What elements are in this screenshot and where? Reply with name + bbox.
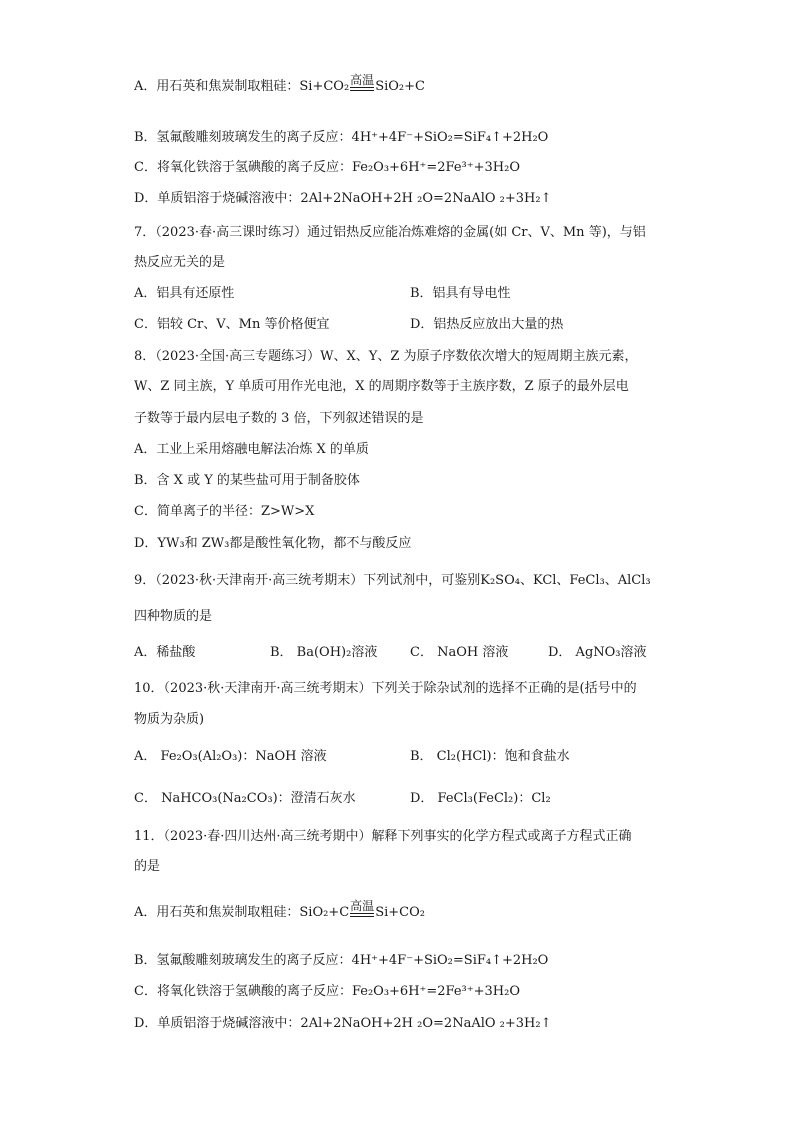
q8-stem-line1: 8．（2023·全国·高三专题练习）W、X、Y、Z 为原子序数依次增大的短周期主族元素， <box>134 349 638 364</box>
q11-option-a-lhs: SiO₂+C <box>299 905 350 920</box>
q6-option-a-prefix: A．用石英和焦炭制取粗硅： <box>134 79 300 94</box>
q6-option-b: B．氢氟酸雕刻玻璃发生的离子反应：4H⁺+4F⁻+SiO₂=SiF₄↑+2H₂O <box>134 130 549 145</box>
q10-option-d: D． FeCl₃(FeCl₂)：Cl₂ <box>410 791 551 806</box>
q7-stem-line1: 7．（2023·春·高三课时练习）通过铝热反应能冶炼难熔的金属(如 Cr、V、Mn 等)，与铝 <box>134 225 646 240</box>
q11-reaction-condition <box>350 900 374 922</box>
q6-option-a-rhs: SiO₂+C <box>375 79 425 94</box>
q10-stem-line1: 10．（2023·秋·天津南开·高三统考期末）下列关于除杂试剂的选择不正确的是(括号中的 <box>134 681 637 696</box>
q11-condition-label: 高温 <box>350 899 375 913</box>
q11-option-a-rhs: Si+CO₂ <box>375 905 425 920</box>
equals-sign <box>350 913 374 917</box>
q6-option-a-lhs: Si+CO₂ <box>299 79 350 94</box>
q11-option-a-prefix: A．用石英和焦炭制取粗硅： <box>134 905 300 920</box>
q10-option-c: C． NaHCO₃(Na₂CO₃)：澄清石灰水 <box>134 791 356 806</box>
q9-stem-line2: 四种物质的是 <box>134 609 213 624</box>
q11-option-a <box>134 900 425 922</box>
q8-stem-line3: 子数等于最内层电子数的 3 倍，下列叙述错误的是 <box>134 411 424 426</box>
q7-option-a: A．铝具有还原性 <box>134 286 235 301</box>
q6-option-d: D．单质铝溶于烧碱溶液中：2Al+2NaOH+2H ₂O=2NaAlO ₂+3H₂↑ <box>134 191 552 206</box>
q8-option-d: D．YW₃和 ZW₃都是酸性氧化物，都不与酸反应 <box>134 536 412 551</box>
q11-stem-line1: 11．（2023·春·四川达州·高三统考期中）解释下列事实的化学方程式或离子方程式正确 <box>134 829 632 844</box>
q7-option-b: B．铝具有导电性 <box>410 286 511 301</box>
q10-stem-line2: 物质为杂质) <box>134 712 205 727</box>
q8-stem-line2: W、Z 同主族，Y 单质可用作光电池，X 的周期序数等于主族序数，Z 原子的最外层电 <box>134 379 629 394</box>
q10-option-a: A． Fe₂O₃(Al₂O₃)：NaOH 溶液 <box>134 749 327 764</box>
q9-stem-line1: 9．（2023·秋·天津南开·高三统考期末）下列试剂中，可鉴别K₂SO₄、KCl、FeCl₃、AlCl₃ <box>134 573 651 588</box>
q9-option-d: D． AgNO₃溶液 <box>548 645 647 660</box>
q11-option-c: C．将氧化铁溶于氢碘酸的离子反应：Fe₂O₃+6H⁺=2Fe³⁺+3H₂O <box>134 984 521 999</box>
q11-stem-line2: 的是 <box>134 859 161 874</box>
q7-option-d: D．铝热反应放出大量的热 <box>410 317 564 332</box>
q6-option-a <box>134 74 425 96</box>
q6-condition-label: 高温 <box>350 73 375 87</box>
q9-option-b: B． Ba(OH)₂溶液 <box>270 645 378 660</box>
q9-option-a: A．稀盐酸 <box>134 645 196 660</box>
q8-option-b: B．含 X 或 Y 的某些盐可用于制备胶体 <box>134 473 360 488</box>
q7-stem-line2: 热反应无关的是 <box>134 255 226 270</box>
q8-option-c: C．简单离子的半径：Z>W>X <box>134 504 315 519</box>
q9-option-c: C． NaOH 溶液 <box>410 645 509 660</box>
equals-sign <box>350 87 374 91</box>
q11-option-b: B．氢氟酸雕刻玻璃发生的离子反应：4H⁺+4F⁻+SiO₂=SiF₄↑+2H₂O <box>134 953 549 968</box>
q10-option-b: B． Cl₂(HCl)：饱和食盐水 <box>410 749 570 764</box>
q7-option-c: C．铝较 Cr、V、Mn 等价格便宜 <box>134 317 330 332</box>
q11-option-d: D．单质铝溶于烧碱溶液中：2Al+2NaOH+2H ₂O=2NaAlO ₂+3H₂↑ <box>134 1016 552 1031</box>
q6-option-c: C．将氧化铁溶于氢碘酸的离子反应：Fe₂O₃+6H⁺=2Fe³⁺+3H₂O <box>134 160 521 175</box>
q6-reaction-condition <box>350 74 374 96</box>
q8-option-a: A．工业上采用熔融电解法冶炼 X 的单质 <box>134 442 369 457</box>
